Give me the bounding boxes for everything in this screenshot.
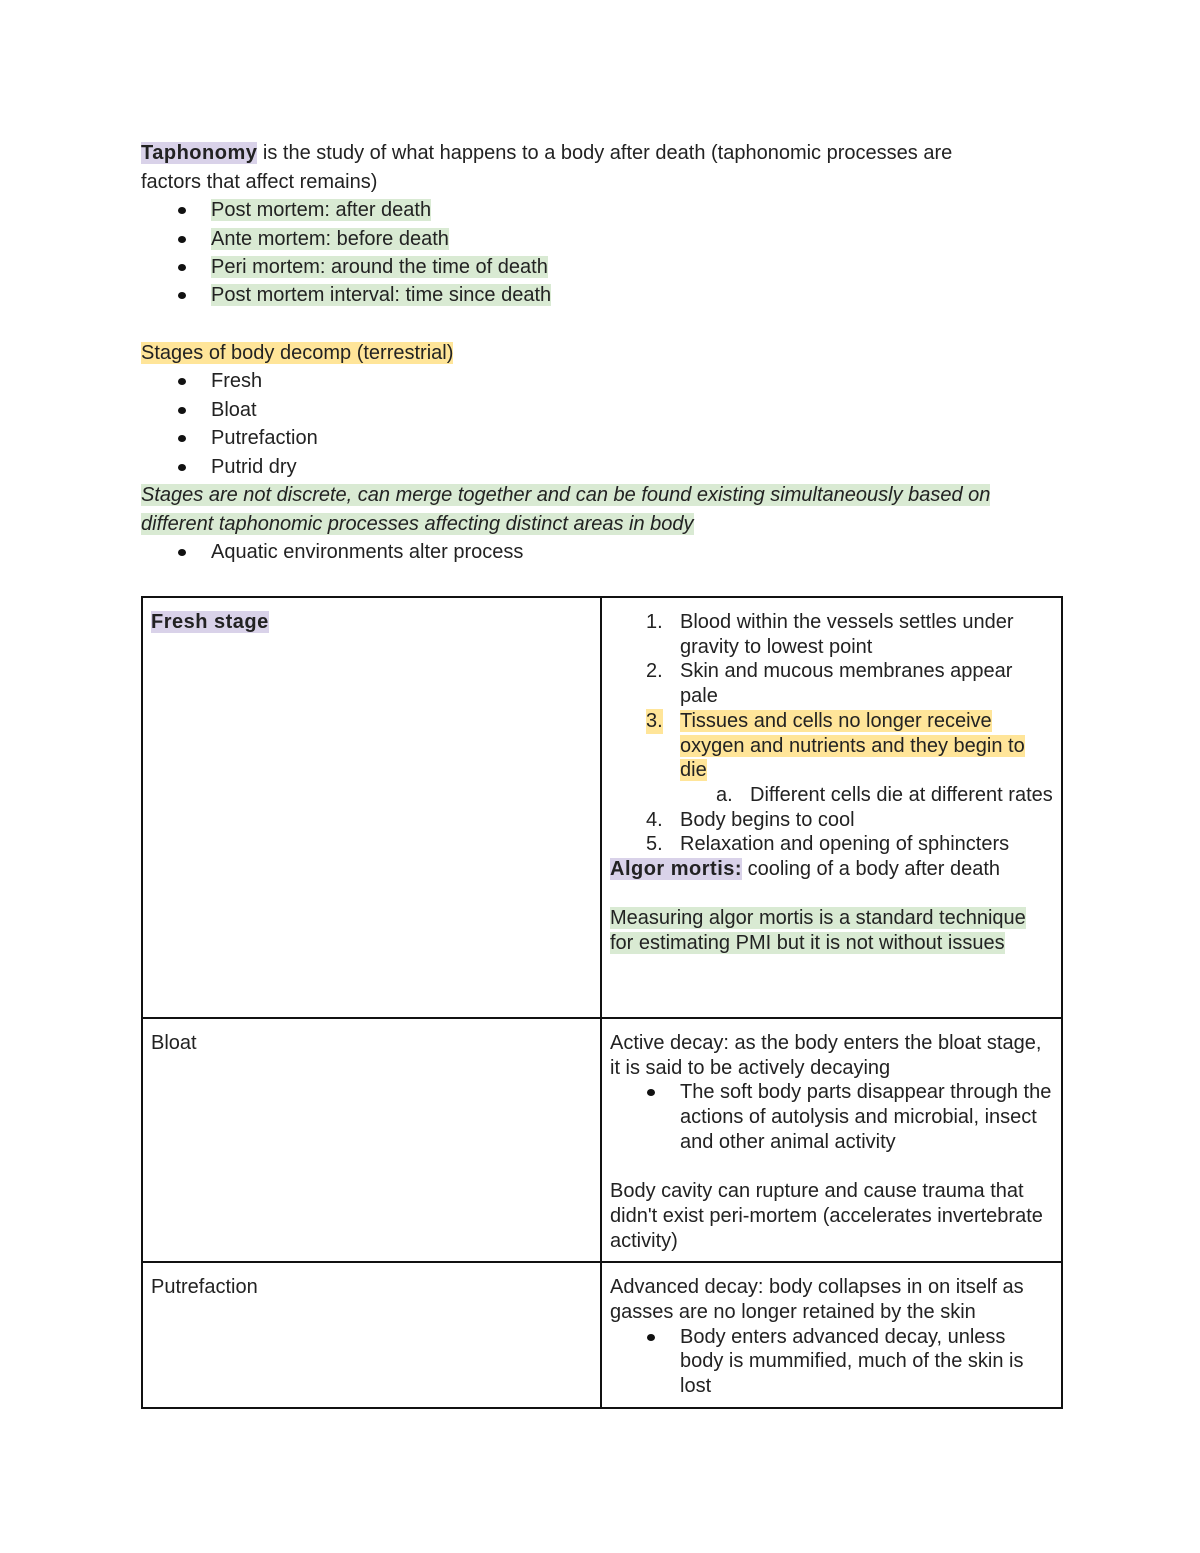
list-item: Ante mortem: before death (141, 225, 1063, 253)
putrefaction-list (610, 1325, 1053, 1399)
document-body (141, 139, 1063, 567)
mortem-terms-list (141, 196, 1063, 310)
list-item: 2. Skin and mucous membranes appear pale (646, 660, 1013, 708)
bloat-list (610, 1080, 1053, 1154)
intro-line-1 (141, 139, 1063, 168)
table-row (142, 1262, 1062, 1408)
description-cell (601, 597, 1062, 1018)
list-item: Aquatic environments alter process (141, 538, 1063, 566)
stage-cell: Putrefaction (142, 1262, 601, 1408)
list-item: Putrefaction (141, 424, 1063, 452)
table-row (142, 597, 1062, 1018)
list-item: Fresh (141, 367, 1063, 395)
taphonomy-term: Taphonomy (141, 142, 258, 164)
stages-list (141, 367, 1063, 481)
list-item: Peri mortem: around the time of death (141, 253, 1063, 281)
list-item: Body enters advanced decay, unless body is mummified, much of the skin is lost (610, 1325, 1053, 1399)
stages-note: Stages are not discrete, can merge together and can be found existing simultaneously based on different taphonomic processes affecting distinct areas in body (141, 484, 991, 535)
fresh-stage-list (610, 610, 1053, 857)
sub-list (680, 783, 1053, 808)
list-item: 5. Relaxation and opening of sphincters (646, 833, 1010, 856)
list-item: The soft body parts disappear through the actions of autolysis and microbial, insect and other animal activity (610, 1080, 1053, 1154)
list-item: 3. Tissues and cells no longer receive oxygen and nutrients and they begin to die a. Different cells die at different rates (646, 709, 1053, 806)
algor-mortis-definition: Algor mortis: cooling of a body after death (610, 858, 1001, 881)
list-item: Post mortem: after death (141, 196, 1063, 224)
aquatic-list (141, 538, 1063, 566)
stages-heading: Stages of body decomp (terrestrial) (141, 341, 454, 364)
list-item: a. Different cells die at different rates (716, 783, 1053, 806)
intro-line-1-rest: is the study of what happens to a body after death (taphonomic processes are (257, 142, 953, 164)
decomposition-table (141, 596, 1063, 1409)
intro-line-2: factors that affect remains) (141, 170, 378, 193)
stage-cell: Bloat (142, 1018, 601, 1262)
table-row (142, 1018, 1062, 1262)
algor-mortis-note: Measuring algor mortis is a standard technique for estimating PMI but it is not without issues (610, 907, 1026, 955)
list-item: 4. Body begins to cool (646, 808, 855, 831)
list-item: Bloat (141, 396, 1063, 424)
list-item: Putrid dry (141, 453, 1063, 481)
list-item: 1. Blood within the vessels settles under gravity to lowest point (646, 611, 1014, 658)
stage-cell (142, 597, 601, 1018)
list-item: Post mortem interval: time since death (141, 281, 1063, 309)
description-cell: Advanced decay: body collapses in on itself as gasses are no longer retained by the skin Body enters advanced decay, unless body is mummified, much of the skin is lost (601, 1262, 1062, 1408)
description-cell: Active decay: as the body enters the bloat stage, it is said to be actively decaying The soft body parts disappear through the actions of autolysis and microbial, insect and other animal activity Body cavity can rupture and cause trauma that didn't exist peri-mortem (accelerates invertebrate activity) (601, 1018, 1062, 1262)
fresh-stage-label: Fresh stage (151, 611, 269, 633)
